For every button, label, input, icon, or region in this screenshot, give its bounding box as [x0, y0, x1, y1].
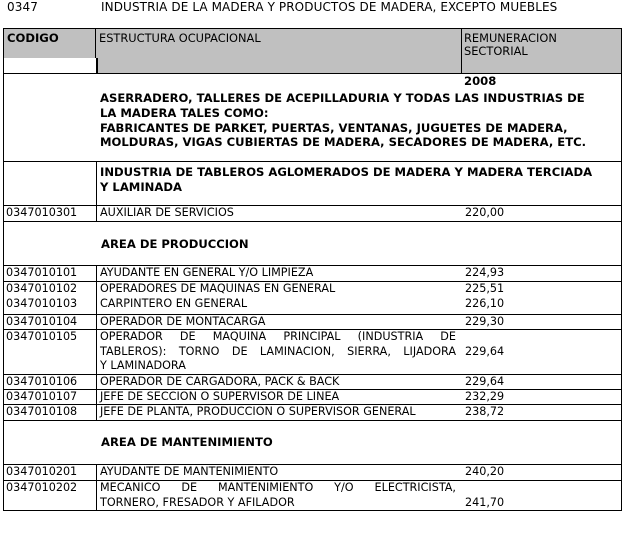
blank-code-cell: [3, 58, 96, 74]
row-code: 0347010102: [6, 282, 78, 295]
row-code: 0347010105: [6, 330, 78, 343]
table-row: [3, 314, 96, 330]
row-body: [96, 375, 622, 390]
row-code: 0347010202: [6, 481, 78, 494]
row-value: 229,64: [465, 375, 505, 388]
row-value: 241,70: [465, 496, 505, 509]
row-desc: TABLEROS): TORNO DE LAMINACION, SIERRA, LIJADORA: [100, 345, 456, 358]
row-desc: JEFE DE PLANTA, PRODUCCION O SUPERVISOR GENERAL: [100, 405, 416, 418]
table-row: [3, 266, 96, 282]
row-value: 224,93: [465, 266, 505, 279]
column-header-remuneracion: [462, 28, 622, 74]
row-value: 226,10: [465, 297, 505, 310]
table-row: [3, 375, 96, 390]
row-desc: OPERADOR DE MAQUINA PRINCIPAL (INDUSTRIA DE: [100, 330, 456, 343]
row-desc: Y LAMINADORA: [100, 359, 186, 372]
row-code: 0347010103: [6, 297, 78, 310]
row-body: [96, 266, 622, 282]
subsector-code-cell: [3, 162, 96, 206]
section-mantenimiento-title: AREA DE MANTENIMIENTO: [101, 435, 273, 449]
row-code: 0347010301: [6, 206, 78, 219]
table-row: [3, 405, 96, 421]
row-code: 0347010101: [6, 266, 78, 279]
row-body: [96, 390, 622, 405]
row-value: 225,51: [465, 282, 505, 295]
row-code: 0347010201: [6, 465, 78, 478]
row-body: [96, 282, 622, 314]
row-body: [96, 330, 622, 375]
row-code: 0347010106: [6, 375, 78, 388]
intro-line-4: MOLDURAS, VIGAS CUBIERTAS DE MADERA, SECADORES DE MADERA, ETC.: [100, 135, 587, 149]
row-value: 240,20: [465, 465, 505, 478]
row-body: [96, 206, 622, 222]
row-code: 0347010104: [6, 315, 78, 328]
subsector-line-2: Y LAMINADA: [100, 180, 182, 194]
row-body: [96, 405, 622, 421]
column-header-remuneracion-line2: SECTORIAL: [464, 44, 528, 58]
row-value: 229,30: [465, 315, 505, 328]
table-row: [3, 481, 96, 511]
sector-code: 0347: [7, 0, 38, 14]
row-desc: MECANICO DE MANTENIMIENTO Y/O ELECTRICISTA,: [100, 481, 456, 494]
column-header-estructura-label: ESTRUCTURA OCUPACIONAL: [99, 31, 261, 45]
row-value: 229,64: [465, 345, 505, 358]
row-value: 220,00: [465, 206, 505, 219]
row-desc: OPERADOR DE CARGADORA, PACK & BACK: [100, 375, 340, 388]
sector-title: INDUSTRIA DE LA MADERA Y PRODUCTOS DE MADERA, EXCEPTO MUEBLES: [101, 0, 558, 14]
row-body: [96, 481, 622, 511]
intro-line-2: LA MADERA TALES COMO:: [100, 106, 269, 120]
year-label: 2008: [464, 74, 497, 88]
table-row: [3, 282, 96, 314]
table-row: [3, 390, 96, 405]
row-code: 0347010108: [6, 405, 78, 418]
column-header-estructura: [96, 28, 462, 74]
table-row: [3, 465, 96, 481]
column-header-remuneracion-line1: REMUNERACION: [464, 31, 557, 45]
intro-line-1: ASERRADERO, TALLERES DE ACEPILLADURIA Y TODAS LAS INDUSTRIAS DE: [100, 91, 585, 105]
subsector-line-1: INDUSTRIA DE TABLEROS AGLOMERADOS DE MADERA Y MADERA TERCIADA: [100, 165, 593, 179]
row-desc: OPERADORES DE MAQUINAS EN GENERAL: [100, 282, 336, 295]
row-body: [96, 465, 622, 481]
row-desc: AYUDANTE DE MANTENIMIENTO: [100, 465, 279, 478]
row-desc: AUXILIAR DE SERVICIOS: [100, 206, 234, 219]
row-body: [96, 314, 622, 330]
row-desc: AYUDANTE EN GENERAL Y/O LIMPIEZA: [100, 266, 314, 279]
section-mantenimiento: [3, 421, 622, 465]
row-desc: JEFE DE SECCION O SUPERVISOR DE LINEA: [100, 390, 340, 403]
table-row: [3, 330, 96, 375]
row-code: 0347010107: [6, 390, 78, 403]
row-desc: OPERADOR DE MONTACARGA: [100, 315, 266, 328]
row-value: 238,72: [465, 405, 505, 418]
row-desc: TORNERO, FRESADOR Y AFILADOR: [100, 496, 295, 509]
intro-line-3: FABRICANTES DE PARKET, PUERTAS, VENTANAS, JUGUETES DE MADERA,: [100, 121, 568, 135]
section-produccion-title: AREA DE PRODUCCION: [101, 237, 249, 251]
row-value: 232,29: [465, 390, 505, 403]
table-row: [3, 206, 96, 222]
row-desc: CARPINTERO EN GENERAL: [100, 297, 248, 310]
blank-divider: [96, 58, 98, 74]
column-header-codigo-label: CODIGO: [7, 31, 59, 45]
section-produccion: [3, 222, 622, 266]
occupational-table: [3, 28, 622, 511]
